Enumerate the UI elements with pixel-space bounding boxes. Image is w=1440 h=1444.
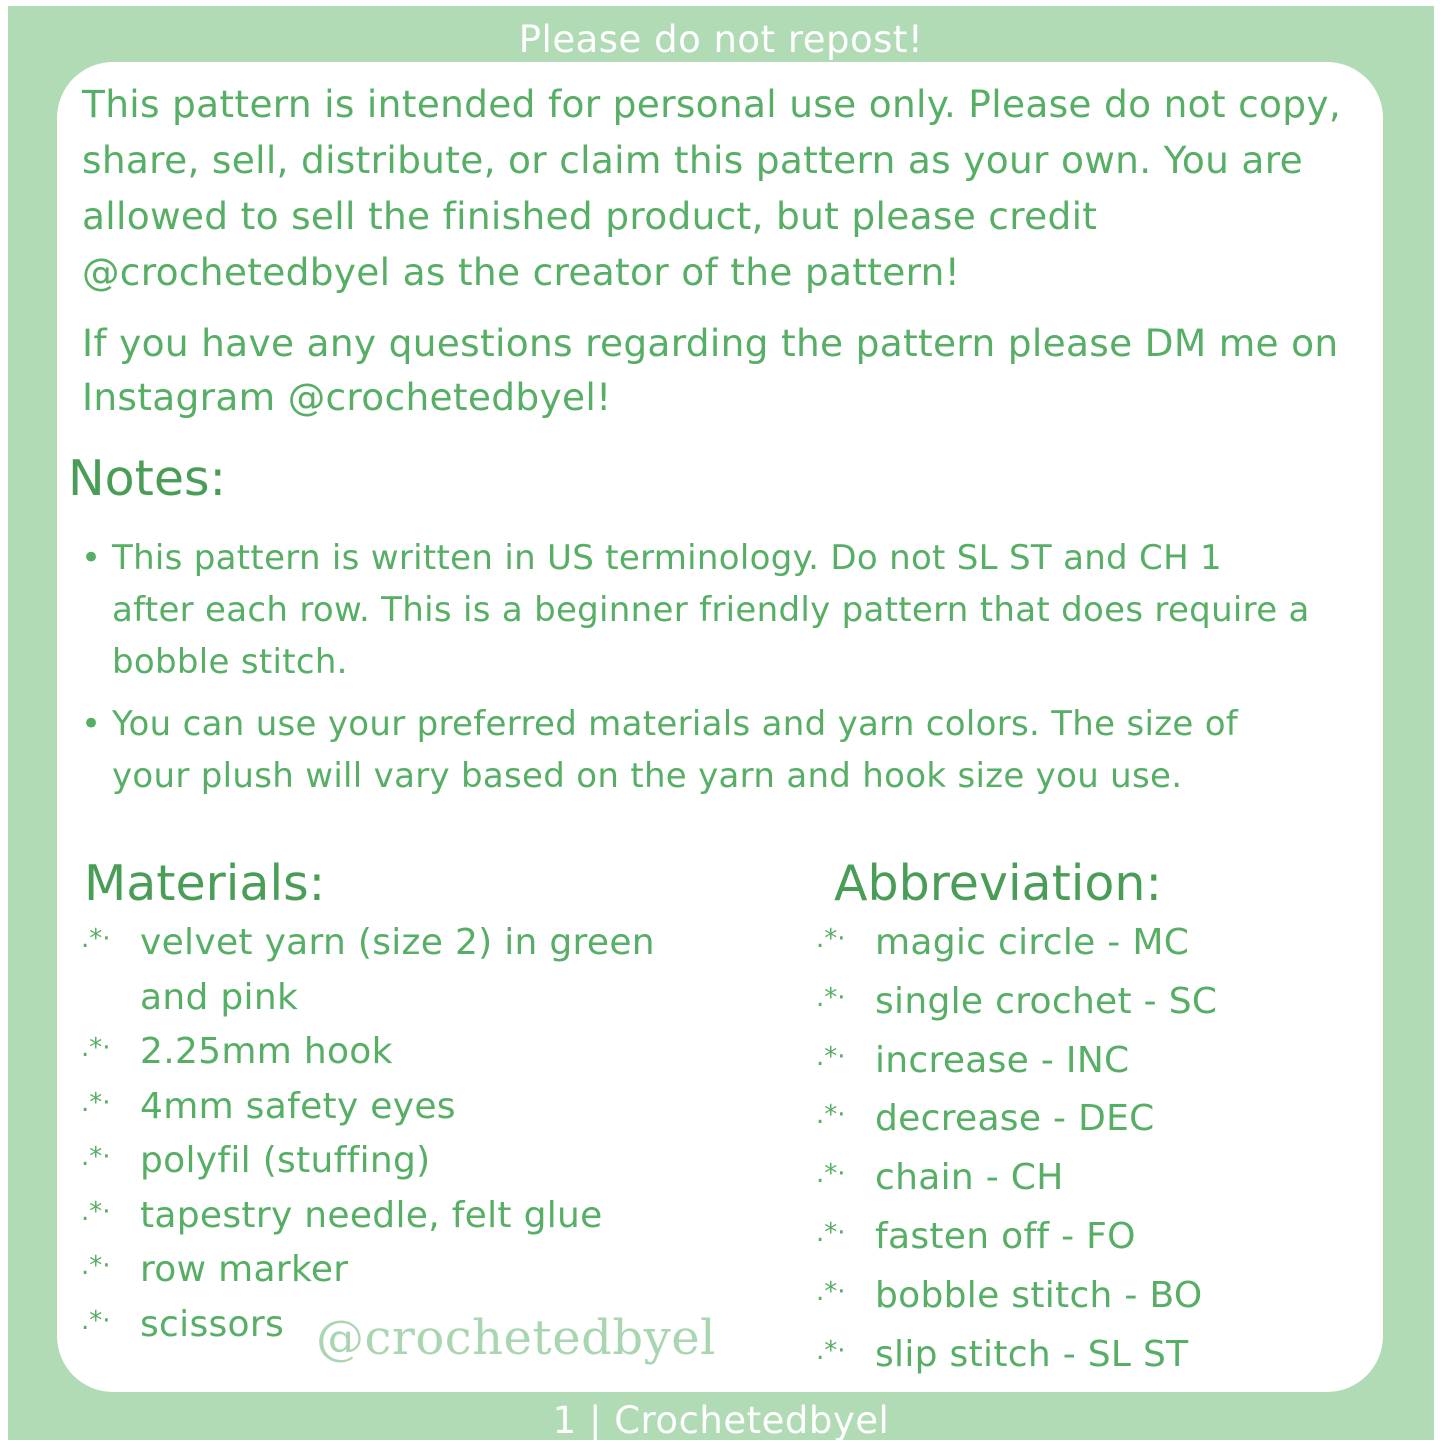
sparkle-bullet-icon: .*· [816, 1100, 846, 1131]
sparkle-bullet-icon: .*· [816, 1276, 846, 1307]
materials-item-text: polyfil (stuffing) [140, 1140, 431, 1181]
materials-item [81, 1134, 721, 1189]
abbreviation-item-text: bobble stitch - BO [875, 1274, 1203, 1316]
notes-heading: Notes: [68, 450, 227, 507]
materials-item-text: row marker [140, 1249, 349, 1290]
abbreviation-item [816, 1090, 1336, 1149]
sparkle-bullet-icon: .*· [816, 924, 846, 954]
sparkle-bullet-icon: .*· [816, 1041, 846, 1072]
watermark: @crochetedbyel [316, 1310, 716, 1366]
sparkle-bullet-icon: .*· [81, 1305, 111, 1336]
sparkle-bullet-icon: .*· [81, 1142, 111, 1172]
sparkle-bullet-icon: .*· [81, 1033, 111, 1063]
usage-terms-paragraph: This pattern is intended for personal use only. Please do not copy, share, sell, distribute, or claim this pattern as your own. You are allowed to sell the finished product, but please credit @crochetedbyel as the creator of the pattern! [82, 82, 1342, 294]
repost-warning-banner: Please do not repost! [518, 18, 924, 61]
sparkle-bullet-icon: .*· [816, 982, 846, 1013]
materials-item-text: tapestry needle, felt glue [140, 1194, 603, 1236]
page-frame [8, 6, 1434, 1440]
abbreviation-item [816, 1326, 1336, 1385]
abbreviation-item [816, 914, 1336, 973]
abbreviation-item [816, 1032, 1336, 1091]
sparkle-bullet-icon: .*· [816, 1217, 846, 1248]
materials-list [81, 916, 721, 1352]
content-card [57, 62, 1383, 1392]
abbreviation-item-text: slip stitch - SL ST [875, 1333, 1189, 1375]
materials-item-text: velvet yarn (size 2) in green and pink [140, 922, 655, 1018]
materials-item-text: scissors [140, 1303, 285, 1345]
abbreviation-item [816, 1149, 1336, 1208]
materials-item-text: 4mm safety eyes [140, 1085, 456, 1127]
materials-item [81, 1243, 721, 1298]
abbreviation-item-text: single crochet - SC [875, 980, 1218, 1022]
sparkle-bullet-icon: .*· [81, 1251, 111, 1281]
bullet-dot-icon: • [81, 704, 102, 744]
abbreviation-heading: Abbreviation: [834, 855, 1162, 912]
contact-paragraph: If you have any questions regarding the pattern please DM me on Instagram @crochetedbyel! [82, 321, 1339, 419]
materials-heading: Materials: [84, 855, 326, 912]
materials-item [81, 1080, 721, 1135]
materials-item [81, 916, 721, 1025]
notes-item-text: This pattern is written in US terminology. Do not SL ST and CH 1 after each row. This is a beginner friendly pattern that does require a bobble stitch. [112, 538, 1310, 682]
page-footer: 1 | Crochetedbyel [552, 1399, 890, 1442]
sparkle-bullet-icon: .*· [816, 1159, 846, 1190]
bullet-dot-icon: • [81, 538, 102, 578]
materials-item [81, 1189, 721, 1244]
notes-item-text: You can use your preferred materials and yarn colors. The size of your plush will vary based on the yarn and hook size you use. [112, 704, 1239, 796]
abbreviation-item-text: fasten off - FO [875, 1215, 1136, 1257]
sparkle-bullet-icon: .*· [81, 1196, 111, 1227]
notes-list [81, 532, 1311, 812]
sparkle-bullet-icon: .*· [81, 1087, 111, 1118]
abbreviation-item [816, 973, 1336, 1032]
materials-item-text: 2.25mm hook [140, 1031, 393, 1072]
abbreviation-item [816, 1267, 1336, 1326]
abbreviation-item-text: magic circle - MC [875, 922, 1190, 963]
notes-item [81, 698, 1311, 802]
abbreviation-item-text: increase - INC [875, 1039, 1130, 1081]
abbreviation-item-text: chain - CH [875, 1157, 1064, 1199]
notes-item [81, 532, 1311, 688]
abbreviation-item [816, 1208, 1336, 1267]
materials-item [81, 1025, 721, 1080]
abbreviation-list [816, 914, 1336, 1384]
abbreviation-item-text: decrease - DEC [875, 1098, 1155, 1140]
sparkle-bullet-icon: .*· [816, 1335, 846, 1366]
sparkle-bullet-icon: .*· [81, 924, 111, 954]
